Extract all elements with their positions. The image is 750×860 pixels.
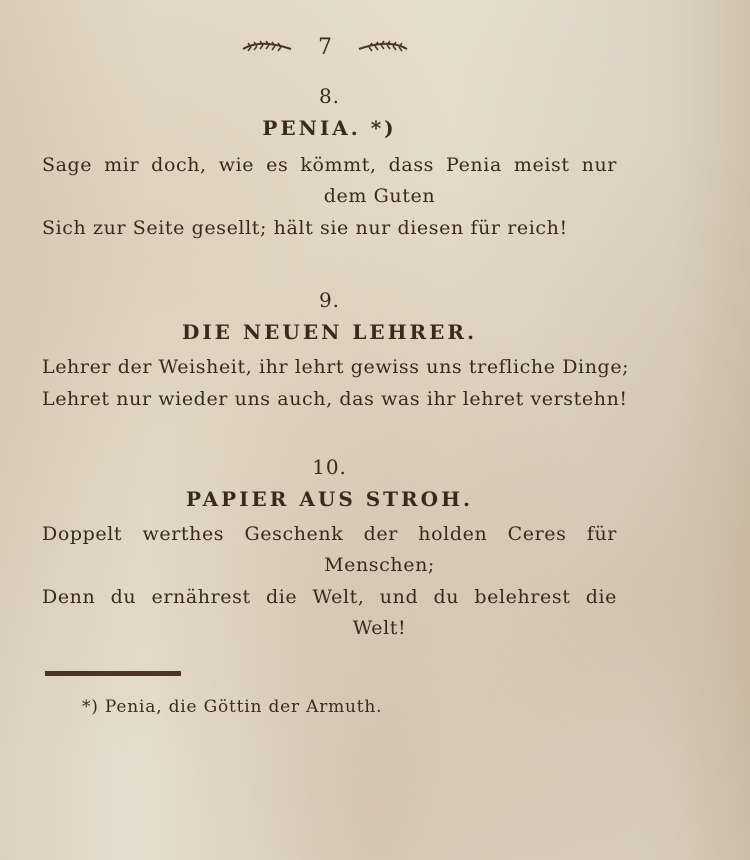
poem-line: dem Guten [323,185,436,207]
footnote-divider [45,671,181,676]
poem-10 [42,455,617,639]
poem-title: PAPIER AUS STROH. [186,487,473,511]
poem-line: Sich zur Seite gesellt; hält sie nur diesen für reich! [42,217,568,239]
poem-line: Welt! [352,617,407,639]
poem-line: Denn du ernährest die Welt, und du belehrest die [42,586,617,608]
left-leaf-ornament-icon [241,40,293,54]
poem-line: Lehret nur wieder uns auch, das was ihr lehret verstehn! [42,388,628,410]
poem-number: 10. [312,455,347,479]
footnote: *) Penia, die Göttin der Armuth. [82,697,383,717]
poem-line: Lehrer der Weisheit, ihr lehrt gewiss uns trefliche Dinge; [42,356,630,378]
page-number: 7 [318,34,332,60]
poem-number: 8. [318,84,341,108]
poem-number: 9. [318,288,341,312]
poem-title: PENIA. *) [262,116,397,140]
poem-9 [42,288,630,410]
page-header [0,34,650,60]
poem-8 [42,84,617,239]
poem-line: Menschen; [324,554,435,576]
poem-line: Sage mir doch, wie es kömmt, dass Penia meist nur [42,154,617,176]
poem-line: Doppelt werthes Geschenk der holden Ceres für [42,523,617,545]
poem-title: DIE NEUEN LEHRER. [181,320,477,344]
right-leaf-ornament-icon [357,40,409,54]
